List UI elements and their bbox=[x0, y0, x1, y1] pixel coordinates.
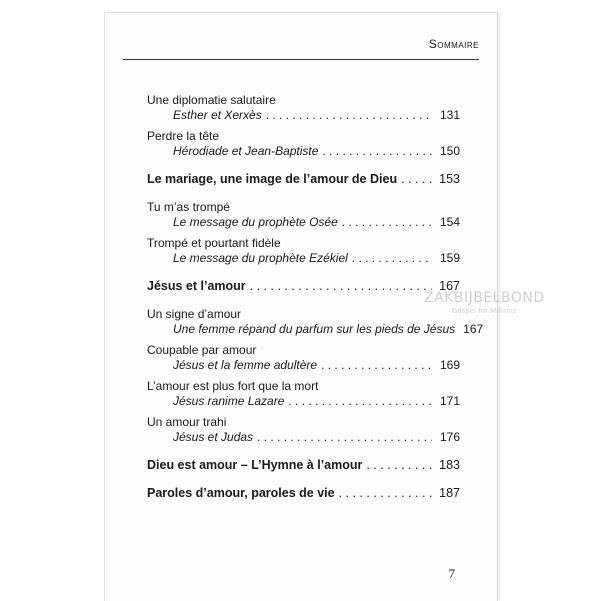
watermark-brand: ZAKBIJBELBOND bbox=[424, 290, 545, 306]
toc-label: Le mariage, une image de l’amour de Dieu bbox=[147, 172, 398, 186]
toc-spacer bbox=[147, 266, 460, 279]
toc-chapter bbox=[147, 458, 460, 473]
toc-leader-dots bbox=[250, 279, 432, 294]
toc-subtitle bbox=[147, 358, 460, 373]
toc-leader-dots bbox=[352, 251, 432, 266]
toc-subtitle bbox=[147, 144, 460, 159]
toc-label: Coupable par amour bbox=[147, 343, 257, 357]
toc-entry bbox=[147, 200, 460, 215]
toc-label: Hérodiade et Jean-Baptiste bbox=[173, 144, 319, 158]
toc-page-number: 167 bbox=[439, 279, 460, 293]
toc-leader-dots bbox=[266, 108, 432, 123]
toc-leader-dots bbox=[339, 486, 432, 501]
toc-label: Paroles d’amour, paroles de vie bbox=[147, 486, 335, 500]
toc-subtitle bbox=[147, 322, 484, 337]
book-page bbox=[104, 12, 498, 601]
toc-leader-dots bbox=[321, 358, 432, 373]
toc-label: Le message du prophète Osée bbox=[173, 215, 338, 229]
toc-spacer bbox=[147, 159, 460, 172]
toc-entry bbox=[147, 93, 460, 108]
toc-page-number: 183 bbox=[439, 458, 460, 472]
toc-label: Jésus et Judas bbox=[173, 430, 254, 444]
toc-chapter bbox=[147, 279, 460, 294]
toc-leader-dots bbox=[288, 394, 432, 409]
toc-label: Tu m’as trompé bbox=[147, 200, 230, 214]
toc-subtitle bbox=[147, 394, 460, 409]
toc-page-number: 176 bbox=[439, 430, 460, 444]
toc-chapter bbox=[147, 172, 460, 187]
toc-subtitle bbox=[147, 251, 460, 266]
toc-leader-dots bbox=[322, 144, 432, 159]
watermark-tagline: Gospel for Millions bbox=[452, 307, 517, 315]
toc-spacer bbox=[147, 187, 460, 200]
toc-subtitle bbox=[147, 430, 460, 445]
toc-leader-dots bbox=[401, 172, 432, 187]
toc-label: Jésus ranime Lazare bbox=[173, 394, 285, 408]
toc-label: Jésus et la femme adultère bbox=[173, 358, 318, 372]
toc-entry bbox=[147, 415, 460, 430]
page-header-title: Sommaire bbox=[428, 37, 479, 51]
toc-page-number: 187 bbox=[439, 486, 460, 500]
toc-page-number: 154 bbox=[439, 215, 460, 229]
toc-label: Esther et Xerxès bbox=[173, 108, 262, 122]
toc-entry bbox=[147, 129, 460, 144]
toc-entry bbox=[147, 236, 460, 251]
toc-page-number: 169 bbox=[439, 358, 460, 372]
toc-spacer bbox=[147, 445, 460, 458]
toc-label: L’amour est plus fort que la mort bbox=[147, 379, 319, 393]
toc-label: Perdre la tête bbox=[147, 129, 220, 143]
toc-subtitle bbox=[147, 215, 460, 230]
toc-page-number: 131 bbox=[439, 108, 460, 122]
header-rule bbox=[123, 59, 479, 60]
toc-subtitle bbox=[147, 108, 460, 123]
toc-page-number: 159 bbox=[439, 251, 460, 265]
toc-page-number: 171 bbox=[439, 394, 460, 408]
toc-label: Jésus et l’amour bbox=[147, 279, 246, 293]
toc-spacer bbox=[147, 473, 460, 486]
toc-leader-dots bbox=[342, 215, 432, 230]
toc-label: Dieu est amour – L’Hymne à l’amour bbox=[147, 458, 363, 472]
toc-page-number: 150 bbox=[439, 144, 460, 158]
toc-spacer bbox=[147, 294, 460, 307]
toc-label: Une diplomatie salutaire bbox=[147, 93, 276, 107]
toc-entry bbox=[147, 307, 460, 322]
page-number: 7 bbox=[448, 566, 455, 581]
toc-page-number: 153 bbox=[439, 172, 460, 186]
toc-entry bbox=[147, 343, 460, 358]
toc-label: Un amour trahi bbox=[147, 415, 227, 429]
toc-label: Trompé et pourtant fidèle bbox=[147, 236, 281, 250]
toc-entry bbox=[147, 379, 460, 394]
table-of-contents bbox=[147, 93, 484, 501]
toc-label: Une femme répand du parfum sur les pieds de Jésus bbox=[173, 322, 456, 336]
toc-label: Le message du prophète Ezékiel bbox=[173, 251, 348, 265]
toc-page-number: 167 bbox=[463, 322, 484, 336]
toc-label: Un signe d’amour bbox=[147, 307, 242, 321]
toc-chapter bbox=[147, 486, 460, 501]
toc-leader-dots bbox=[366, 458, 432, 473]
toc-leader-dots bbox=[257, 430, 432, 445]
